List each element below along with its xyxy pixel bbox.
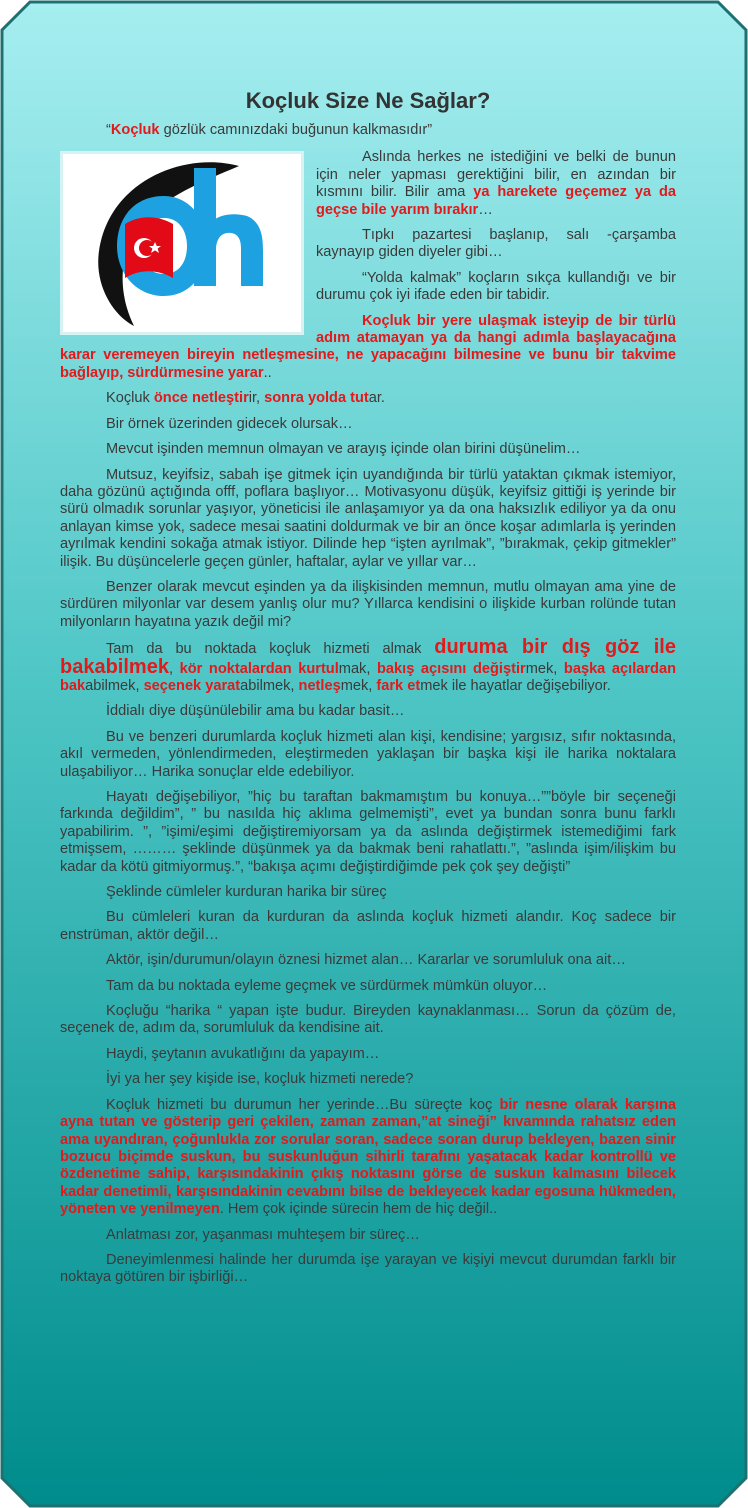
p4-end: .. <box>263 364 272 381</box>
p10-m: mek, <box>340 677 377 694</box>
subtitle-rest: gözlük camınızdaki buğunun kalkmasıdır” <box>159 122 433 138</box>
p21-a: Koçluk hizmeti bu durumun her yerinde…Bu süreçte koç <box>106 1096 500 1113</box>
p10-a: Tam da bu noktada koçluk hizmeti almak <box>106 641 435 658</box>
paragraph-13: Hayatı değişebiliyor, ”hiç bu taraftan bakmamıştım bu konuya…””böyle bir seçeneği farkında değildim”, ” bu nasılda hiç aklıma gelmemişti”, evet ya bundan sonra bunu farklı yapabilirim. ”, ”işimi/eşimi değiştiremiyorsam ya da aslında değiştirmek istemediğimi fark etmişsem, ……… şeklinde düşünmek ya da bakmak beni rahatlattı.”, ”aslında işim/ilişkim bu kadar da kötü gitmiyormuş.”, “bakışa açımı değiştirdiğimde pek çok şey değişti” <box>60 789 676 875</box>
p10-j: seçenek yarat <box>143 677 241 694</box>
logo-frame <box>60 151 304 335</box>
article <box>60 88 676 1295</box>
p10-d: kör noktalardan kurtul <box>179 660 339 677</box>
p10-f: bakış açısını değiştir <box>377 660 526 677</box>
p5-highlight-1: önce netleştir <box>153 390 249 407</box>
paragraph-16: Aktör, işin/durumun/olayın öznesi hizmet alan… Kararlar ve sorumluluk ona ait… <box>106 952 626 969</box>
p5-text-a: Koçluk <box>106 390 154 407</box>
p10-o: mek ile hayatlar değişebiliyor. <box>420 677 611 694</box>
p1-highlight: ya harekete geçemez ya da geçse bile yarım bırakır <box>316 184 676 218</box>
paragraph-9: Benzer olarak mevcut eşinden ya da ilişkisinden memnun, mutlu olmayan ama yine de sürdüren milyonlar var desem yanlış olur mu? Yıllarca kendisini o ilişkide kurban rolünde tutan milyonların hayatına yazık değil mi? <box>60 578 676 630</box>
paragraph-12: Bu ve benzeri durumlarda koçluk hizmeti alan kişi, kendisine; yargısız, sıfır noktasında, akıl vermeden, yönlendirmeden, eleştirmeden yaklaşan bir başka kişi ile harika noktalara ulaşabiliyor… Harika sonuçlar elde edebiliyor. <box>60 728 676 780</box>
paragraph-19: Haydi, şeytanın avukatlığını da yapayım… <box>106 1045 380 1062</box>
paragraph-11: İddialı diye düşünülebilir ama bu kadar basit… <box>106 703 405 720</box>
logo-panel <box>89 156 277 330</box>
p10-i: abilmek, <box>85 677 144 694</box>
paragraph-8: Mutsuz, keyifsiz, sabah işe gitmek için uyandığında bir türlü yataktan çıkmak istemiyor, daha gözünü açtığında offf, poflara başlıyor… Motivasyonu düşük, keyifsiz gittiği iş yerinde bir sürü olmadık sorunlar yaşıyor, yöneticisi ile anlaşamıyor ya da ona haksızlık ediliyor ya da onu anlayan kimse yok, sadece mesai saatini doldurmak ve bir an önce koşar adımlarla iş yerinden ayrılmak kendini sokağa atmak istiyor. Dilinde hep “işten ayrılmak”, ”bırakmak, çekip gitmekler” ilişik. Bu düşüncelerle geçen günler, haftalar, aylar ve yıllar var… <box>60 466 676 570</box>
p1-end: … <box>478 201 493 218</box>
paragraph-17: Tam da bu noktada eyleme geçmek ve sürdürmek mümkün oluyor… <box>106 977 548 994</box>
paragraph-5 <box>60 390 676 407</box>
p10-h: başka açılardan bak <box>60 660 676 694</box>
paragraph-14: Şeklinde cümleler kurduran harika bir süreç <box>106 884 387 901</box>
paragraph-23: Deneyimlenmesi halinde her durumda işe yarayan ve kişiyi mevcut durumdan farklı bir noktaya götüren bir işbirliği… <box>60 1251 676 1286</box>
paragraph-10 <box>60 636 676 695</box>
subtitle-quote <box>106 122 676 139</box>
subtitle-highlight: Koçluk <box>110 122 160 138</box>
p10-n: fark et <box>376 677 421 694</box>
paragraph-7: Mevcut işinden memnun olmayan ve arayış içinde olan birini düşünelim… <box>106 441 581 458</box>
coaching-logo-flag-icon <box>89 156 277 330</box>
paragraph-2: Tıpkı pazartesi başlanıp, salı -çarşamba kaynayıp giden diyeler gibi… <box>316 227 676 261</box>
p10-g: mek, <box>525 660 564 677</box>
paragraph-21 <box>60 1097 676 1219</box>
p5-highlight-2: sonra yolda tut <box>264 390 369 407</box>
paragraph-22: Anlatması zor, yaşanması muhteşem bir süreç… <box>106 1226 420 1243</box>
p4-highlight: Koçluk bir yere ulaşmak isteyip de bir türlü adım atamayan ya da hangi adımla başlayacağına karar veremeyen bireyin netleşmesine, ne yapacağını bilmesine ve bunu bir takvime bağlayıp, sürdürmesine yarar <box>60 312 676 381</box>
p10-e: mak, <box>338 660 378 677</box>
p21-highlight: bir nesne olarak karşına ayna tutan ve gösterip geri çekilen, zaman zaman,”at sineği” kıvamında rahatsız eden ama uyandıran, çoğunlukla zor sorular soran, sadece soran durup bekleyen, bazen sinir bozucu biçimde suskun, bu suskunluğun sihirli tarafını yaşatacak kadar kontrollü ve özdenetime sahip, karşısındakinin çıkış noktasını görse de suskun kalmasını bilecek kadar denetimli, karşısındakinin cevabını bilse de bekleyecek kadar egosuna hükmeden, yöneten ve yenilmeyen <box>60 1096 676 1218</box>
paragraph-15: Bu cümleleri kuran da kurduran da aslında koçluk hizmeti alandır. Koç sadece bir enstrüman, aktör değil… <box>60 909 676 943</box>
p10-k: abilmek, <box>240 677 299 694</box>
p1-text: Aslında herkes ne istediğini ve belki de bunun için neler yapması gerektiğini bilir, en azından bir kısmını bilir. Bilir ama <box>316 149 676 201</box>
paragraph-3: “Yolda kalmak” koçların sıkça kullandığı ve bir durumu çok iyi ifade eden bir tabidir. <box>316 269 676 304</box>
p5-text-e: ar. <box>368 390 385 407</box>
subtitle-open-quote: “ <box>106 122 111 138</box>
paragraph-20: İyi ya her şey kişide ise, koçluk hizmeti nerede? <box>106 1071 414 1088</box>
p5-text-c: ir, <box>248 390 265 407</box>
paragraph-18: Koçluğu “harika “ yapan işte budur. Bireyden kaynaklanması… Sorun da çözüm de, seçenek de, adım da, sorumluluk da kendisine ait. <box>60 1003 676 1037</box>
page-title: Koçluk Size Ne Sağlar? <box>245 88 491 113</box>
p10-b: duruma bir dış göz ile bakabilmek <box>60 636 676 678</box>
p21-c: . Hem çok içinde sürecin hem de hiç değil.. <box>219 1201 498 1218</box>
paragraph-6: Bir örnek üzerinden gidecek olursak… <box>106 415 353 432</box>
p10-c: , <box>168 660 180 677</box>
p10-l: netleş <box>298 677 341 694</box>
